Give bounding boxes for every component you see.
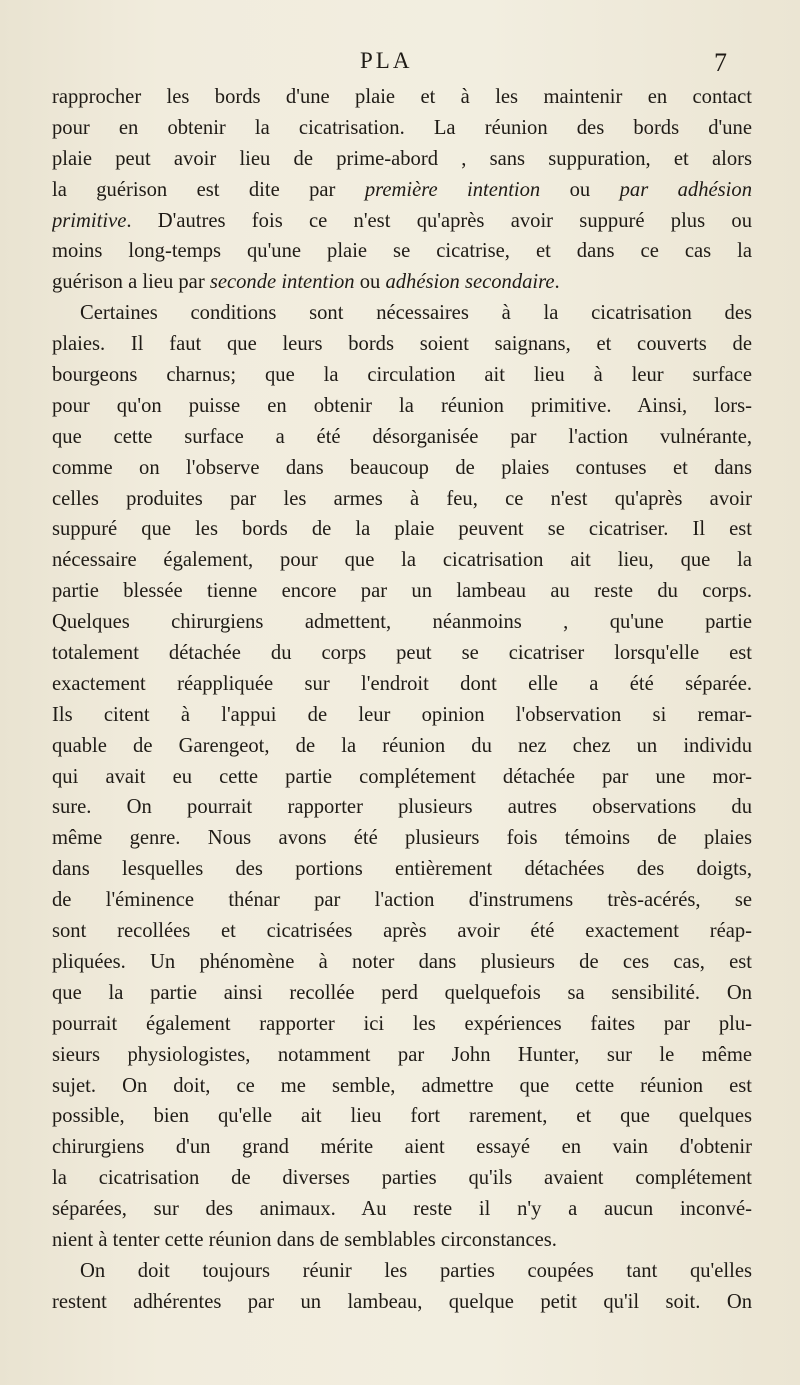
text-line — [52, 236, 752, 267]
text-line — [52, 391, 752, 422]
text-line — [52, 453, 752, 484]
text-line — [52, 175, 752, 206]
page-number: 7 — [714, 48, 727, 77]
text-segment: bourgeons charnus; que la circulation ait lieu à leur surface — [52, 364, 752, 387]
text-line — [52, 700, 752, 731]
text-line — [52, 113, 752, 144]
text-segment: Quelques chirurgiens admettent, néanmoins , qu'une partie — [52, 611, 752, 634]
text-line — [52, 576, 752, 607]
text-line — [52, 206, 752, 237]
text-line — [52, 298, 752, 329]
text-line — [52, 144, 752, 175]
text-segment: possible, bien qu'elle ait lieu fort rarement, et que quelques — [52, 1105, 752, 1128]
text-line — [52, 1009, 752, 1040]
italic-term: seconde intention — [209, 271, 355, 294]
text-line — [52, 947, 752, 978]
text-segment: nécessaire également, pour que la cicatrisation ait lieu, que la — [52, 549, 752, 572]
text-line — [52, 1287, 752, 1318]
text-segment: comme on l'observe dans beaucoup de plaies contuses et dans — [52, 456, 752, 479]
text-segment: pourrait également rapporter ici les expériences faites par plu- — [52, 1012, 752, 1035]
text-segment: la cicatrisation de diverses parties qu'ils avaient complétement — [52, 1167, 752, 1190]
text-segment: quable de Garengeot, de la réunion du nez chez un individu — [52, 734, 752, 757]
text-segment: sure. On pourrait rapporter plusieurs autres observations du — [52, 796, 752, 819]
text-segment: celles produites par les armes à feu, ce n'est qu'après avoir — [52, 487, 752, 510]
text-segment: qui avait eu cette partie complétement détachée par une mor- — [52, 765, 752, 788]
text-segment: de l'éminence thénar par l'action d'instrumens très-acérés, se — [52, 889, 752, 912]
text-segment: suppuré que les bords de la plaie peuvent se cicatriser. Il est — [52, 518, 752, 541]
text-segment: guérison a lieu par — [52, 271, 210, 294]
text-line — [52, 484, 752, 515]
text-line — [52, 1040, 752, 1071]
text-segment: ou — [354, 271, 386, 294]
text-segment: dans lesquelles des portions entièrement détachées des doigts, — [52, 858, 752, 881]
text-segment: sujet. On doit, ce me semble, admettre que cette réunion est — [52, 1074, 752, 1097]
text-segment: la guérison est dite par — [52, 178, 365, 201]
text-segment: restent adhérentes par un lambeau, quelque petit qu'il soit. On — [52, 1290, 752, 1313]
text-line — [52, 823, 752, 854]
text-line — [52, 329, 752, 360]
text-line — [52, 545, 752, 576]
italic-term: première intention — [364, 178, 541, 201]
text-line — [52, 1101, 752, 1132]
text-segment: nient à tenter cette réunion dans de semblables circonstances. — [52, 1228, 557, 1251]
text-segment: On doit toujours réunir les parties coupées tant qu'elles — [80, 1259, 752, 1282]
text-segment: exactement réappliquée sur l'endroit dont elle a été séparée. — [52, 672, 752, 695]
text-segment: pour qu'on puisse en obtenir la réunion primitive. Ainsi, lors- — [52, 394, 752, 417]
text-segment: moins long-temps qu'une plaie se cicatrise, et dans ce cas la — [52, 240, 752, 263]
text-line — [52, 1071, 752, 1102]
text-line — [52, 1163, 752, 1194]
text-line — [52, 669, 752, 700]
running-head — [0, 48, 800, 78]
text-segment: . — [554, 271, 560, 294]
running-head-title: PLA — [360, 48, 413, 73]
text-segment: sieurs physiologistes, notamment par John Hunter, sur le même — [52, 1043, 752, 1066]
italic-term: par adhésion — [619, 178, 752, 201]
text-segment: partie blessée tienne encore par un lambeau au reste du corps. — [52, 580, 752, 603]
text-segment: chirurgiens d'un grand mérite aient essayé en vain d'obtenir — [52, 1136, 752, 1159]
italic-term: primitive — [52, 209, 127, 232]
text-line — [52, 82, 752, 113]
text-line — [52, 1225, 752, 1256]
text-segment: pour en obtenir la cicatrisation. La réunion des bords d'une — [52, 116, 752, 139]
text-segment: séparées, sur des animaux. Au reste il n'y a aucun inconvé- — [52, 1198, 752, 1221]
text-segment: plaie peut avoir lieu de prime-abord , sans suppuration, et alors — [52, 147, 752, 170]
text-line — [52, 422, 752, 453]
text-segment: que cette surface a été désorganisée par l'action vulnérante, — [52, 425, 752, 448]
text-line — [52, 792, 752, 823]
text-segment: Ils citent à l'appui de leur opinion l'observation si remar- — [52, 703, 752, 726]
text-line — [52, 267, 752, 298]
text-segment: même genre. Nous avons été plusieurs fois témoins de plaies — [52, 827, 752, 850]
text-line — [52, 916, 752, 947]
text-line — [52, 1132, 752, 1163]
text-line — [52, 885, 752, 916]
text-line — [52, 638, 752, 669]
text-segment: totalement détachée du corps peut se cicatriser lorsqu'elle est — [52, 642, 752, 665]
text-line — [52, 360, 752, 391]
text-line — [52, 731, 752, 762]
text-line — [52, 1194, 752, 1225]
text-segment: ou — [540, 178, 620, 201]
text-line — [52, 607, 752, 638]
text-segment: . D'autres fois ce n'est qu'après avoir suppuré plus ou — [126, 209, 752, 232]
text-segment: plaies. Il faut que leurs bords soient saignans, et couverts de — [52, 333, 752, 356]
text-line — [52, 514, 752, 545]
italic-term: adhésion secondaire — [385, 271, 555, 294]
text-line — [52, 978, 752, 1009]
text-line — [52, 854, 752, 885]
text-segment: rapprocher les bords d'une plaie et à les maintenir en contact — [52, 86, 752, 108]
text-line — [52, 762, 752, 793]
text-segment: pliquées. Un phénomène à noter dans plusieurs de ces cas, est — [52, 950, 752, 973]
body-text — [52, 82, 752, 1318]
text-segment: que la partie ainsi recollée perd quelquefois sa sensibilité. On — [52, 981, 752, 1004]
text-line — [52, 1256, 752, 1287]
text-segment: Certaines conditions sont nécessaires à la cicatrisation des — [80, 302, 752, 325]
text-segment: sont recollées et cicatrisées après avoir été exactement réap- — [52, 920, 752, 943]
